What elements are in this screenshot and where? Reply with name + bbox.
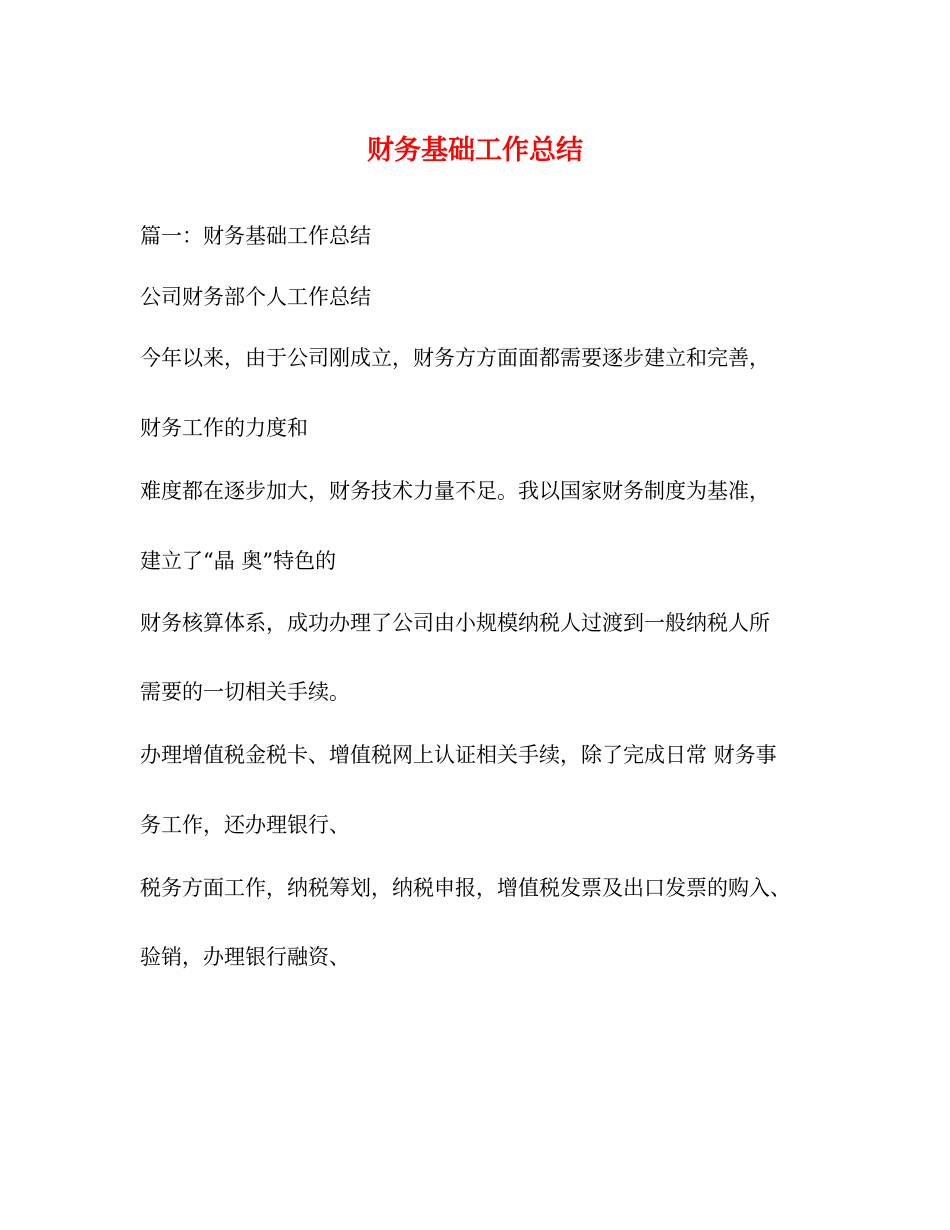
text-line: 难度都在逐步加大，财务技术力量不足。我以国家财务制度为基准， [140,479,770,503]
text-line: 验销，办理银行融资、 [140,945,350,969]
text-line: 财务工作的力度和 [140,416,308,440]
document-title: 财务基础工作总结 [367,135,583,166]
text-line: 财务核算体系，成功办理了公司由小规模纳税人过渡到一般纳税人所 [140,611,770,635]
text-line: 今年以来，由于公司刚成立，财务方方面面都需要逐步建立和完善， [140,346,770,370]
text-line: 公司财务部个人工作总结 [140,285,371,309]
text-line: 办理增值税金税卡、增值税网上认证相关手续，除了完成日常 财务事 [140,743,777,767]
text-line: 税务方面工作，纳税筹划，纳税申报，增值税发票及出口发票的购入、 [140,876,791,900]
text-line: 建立了“晶 奥”特色的 [140,549,337,573]
text-line: 需要的一切相关手续。 [140,680,350,704]
text-line: 篇一：财务基础工作总结 [140,224,371,248]
text-line: 务工作，还办理银行、 [140,813,350,837]
